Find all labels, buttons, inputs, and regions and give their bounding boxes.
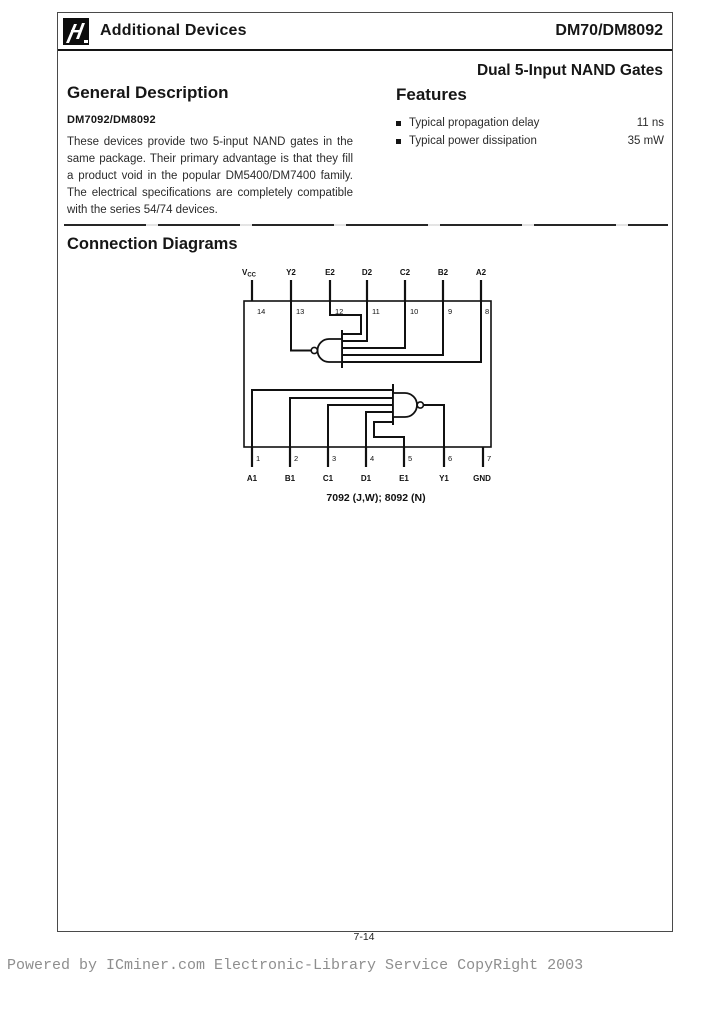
pin-label-e1: E1 (399, 474, 409, 483)
pin-label-e2: E2 (325, 268, 335, 277)
pin-label-y2: Y2 (286, 268, 296, 277)
page-number: 7-14 (353, 931, 375, 943)
features-section (396, 85, 664, 147)
pin-label-gnd: GND (473, 474, 491, 483)
feature-item (396, 117, 664, 129)
national-semiconductor-logo-icon (63, 18, 89, 45)
connection-diagram (236, 262, 506, 512)
device-names: DM7092/DM8092 (67, 114, 156, 126)
general-description-heading: General Description (67, 83, 229, 102)
pin-number-11: 11 (372, 307, 380, 316)
pin-number-1: 1 (256, 454, 261, 463)
pin-label-d2: D2 (361, 268, 373, 277)
general-description-section (67, 83, 353, 219)
feature-label: Typical propagation delay (409, 117, 540, 129)
feature-value: 11 ns (636, 117, 664, 129)
part-number: DM70/DM8092 (555, 22, 663, 39)
inverter-bubble (417, 402, 423, 408)
page-title: Dual 5-Input NAND Gates (476, 62, 663, 79)
inverter-bubble (311, 347, 317, 353)
pin-number-8: 8 (485, 307, 490, 316)
pin-label-vcc: VCC (242, 268, 257, 279)
connection-diagrams-heading: Connection Diagrams (67, 235, 238, 253)
bullet-square-icon (396, 121, 401, 126)
features-list (396, 117, 664, 147)
pin-label-a1: A1 (246, 474, 258, 483)
header-band (58, 13, 672, 51)
feature-label: Typical power dissipation (409, 135, 537, 147)
bullet-square-icon (396, 139, 401, 144)
gate1-wires (252, 384, 444, 447)
section-title: Additional Devices (100, 22, 247, 39)
section-divider (64, 224, 668, 226)
pin-number-9: 9 (448, 307, 453, 316)
pin-number-6: 6 (448, 454, 453, 463)
pin-number-2: 2 (294, 454, 299, 463)
pin-label-d1: D1 (360, 474, 372, 483)
pin-label-y1: Y1 (439, 474, 449, 483)
pin-label-b2: B2 (437, 268, 449, 277)
top-pin-stubs (252, 280, 481, 301)
feature-item (396, 135, 664, 147)
pin-number-3: 3 (332, 454, 337, 463)
feature-value: 35 mW (627, 135, 664, 147)
watermark-text: Powered by ICminer.com Electronic-Library Service CopyRight 2003 (7, 957, 584, 974)
nand-gate-2 (311, 339, 342, 362)
pin-number-4: 4 (370, 454, 375, 463)
pin-label-c2: C2 (399, 268, 411, 277)
pin-number-10: 10 (410, 307, 419, 316)
pin-number-14: 14 (257, 307, 266, 316)
page-frame (57, 12, 673, 932)
pin-label-b1: B1 (284, 474, 296, 483)
pin-number-13: 13 (296, 307, 305, 316)
pin-label-c1: C1 (322, 474, 334, 483)
pin-number-5: 5 (408, 454, 413, 463)
pin-number-12: 12 (335, 307, 344, 316)
pin-label-a2: A2 (475, 268, 487, 277)
pin-number-7: 7 (487, 454, 492, 463)
nand-gate-1 (393, 393, 423, 417)
diagram-caption: 7092 (J,W); 8092 (N) (326, 492, 426, 504)
description-paragraph: These devices provide two 5-input NAND gates in the same package. Their primary advantage is that they fill a product void in the popular DM5400/DM7400 family. The electrical specifications are completely compatible with the series 54/74 devices. (67, 136, 353, 216)
features-heading: Features (396, 85, 467, 104)
